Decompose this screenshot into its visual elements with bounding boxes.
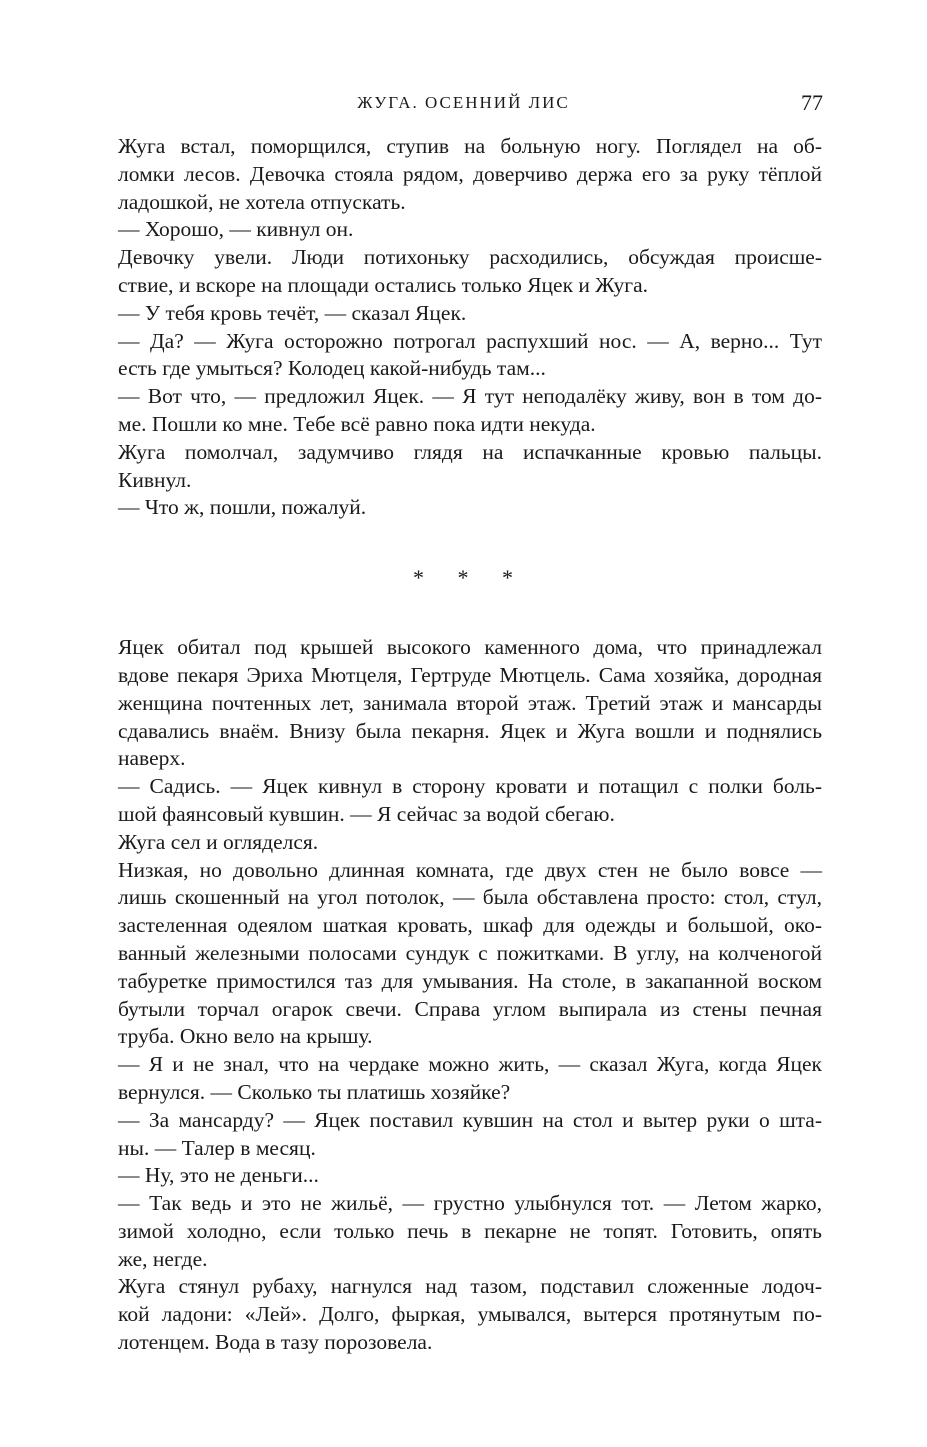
text-line: — Я и не знал, что на чердаке можно жить, — сказал Жуга, когда Яцек — [118, 1052, 822, 1077]
text-line: лишь скошенный на угол потолок, — была обставлена просто: стол, стул, — [118, 885, 822, 910]
text-line: — У тебя кровь течёт, — сказал Яцек. — [118, 300, 467, 325]
text-line: лотенцем. Вода в тазу порозовела. — [118, 1330, 433, 1355]
text-line: шой фаянсовый кувшин. — Я сейчас за водой сбегаю. — [118, 801, 615, 826]
text-line: — Ну, это не деньги... — [118, 1163, 319, 1188]
body-text — [118, 133, 822, 1357]
text-line: ломки лесов. Девочка стояла рядом, доверчиво держа его за руку тёплой — [118, 161, 822, 186]
text-line: — Вот что, — предложил Яцек. — Я тут неподалёку живу, вон в том до- — [118, 384, 822, 409]
text-line: есть где умыться? Колодец какой-нибудь там... — [118, 356, 546, 381]
text-line: труба. Окно вело на крышу. — [118, 1024, 373, 1049]
text-line: женщина почтенных лет, занимала второй этаж. Третий этаж и мансарды — [118, 690, 822, 715]
text-line: Жуга стянул рубаху, нагнулся над тазом, подставил сложенные лодоч- — [118, 1274, 822, 1299]
text-line: Низкая, но довольно длинная комната, где двух стен не было вовсе — — [118, 857, 822, 882]
text-line: — За мансарду? — Яцек поставил кувшин на стол и вытер руки о шта- — [118, 1107, 822, 1132]
running-head — [0, 88, 927, 118]
text-line: наверх. — [118, 746, 186, 771]
running-title: ЖУГА. ОСЕННИЙ ЛИС — [357, 93, 570, 112]
text-line: зимой холодно, если только печь в пекарне не топят. Готовить, опять — [118, 1218, 822, 1243]
text-line: — Да? — Жуга осторожно потрогал распухший нос. — А, верно... Тут — [118, 328, 822, 353]
text-line: вдове пекаря Эриха Мютцеля, Гертруде Мютцель. Сама хозяйка, дородная — [118, 662, 822, 687]
text-line: ванный железными полосами сундук с пожитками. В углу, на колченогой — [118, 940, 822, 965]
text-line: застеленная одеялом шаткая кровать, шкаф для одежды и большой, око- — [118, 913, 822, 938]
page-number: 77 — [801, 90, 823, 115]
text-line: же, негде. — [118, 1246, 208, 1271]
text-line: бутыли торчал огарок свечи. Справа углом выпирала из стены печная — [118, 996, 822, 1021]
text-line: Кивнул. — [118, 467, 192, 492]
text-line: — Садись. — Яцек кивнул в сторону кровати и потащил с полки боль- — [118, 774, 822, 799]
text-line: Яцек обитал под крышей высокого каменного дома, что принадлежал — [118, 635, 822, 660]
text-line: — Так ведь и это не жильё, — грустно улыбнулся тот. — Летом жарко, — [118, 1191, 822, 1216]
text-line: Жуга сел и огляделся. — [118, 829, 319, 854]
text-line: табуретке примостился таз для умывания. На столе, в закапанной воском — [118, 968, 822, 993]
text-line: Жуга помолчал, задумчиво глядя на испачканные кровью пальцы. — [118, 439, 822, 464]
text-line: кой ладони: «Лей». Долго, фыркая, умывался, вытерся протянутым по- — [118, 1302, 822, 1327]
text-line: ладошкой, не хотела отпускать. — [118, 189, 406, 214]
text-line: ме. Пошли ко мне. Тебе всё равно пока идти некуда. — [118, 411, 596, 436]
text-line: сдавались внаём. Внизу была пекарня. Яцек и Жуга вошли и поднялись — [118, 718, 822, 743]
text-line: Жуга встал, поморщился, ступив на больную ногу. Поглядел на об- — [118, 134, 822, 158]
text-line: — Что ж, пошли, пожалуй. — [118, 495, 367, 520]
text-line: — Хорошо, — кивнул он. — [118, 217, 354, 242]
text-line: ны. — Талер в месяц. — [118, 1135, 316, 1160]
text-line: ствие, и вскоре на площади остались только Яцек и Жуга. — [118, 272, 648, 297]
text-line: Девочку увели. Люди потихоньку расходились, обсуждая происше- — [118, 245, 822, 270]
text-line: вернулся. — Сколько ты платишь хозяйке? — [118, 1079, 511, 1104]
section-separator: * * * — [413, 565, 527, 591]
